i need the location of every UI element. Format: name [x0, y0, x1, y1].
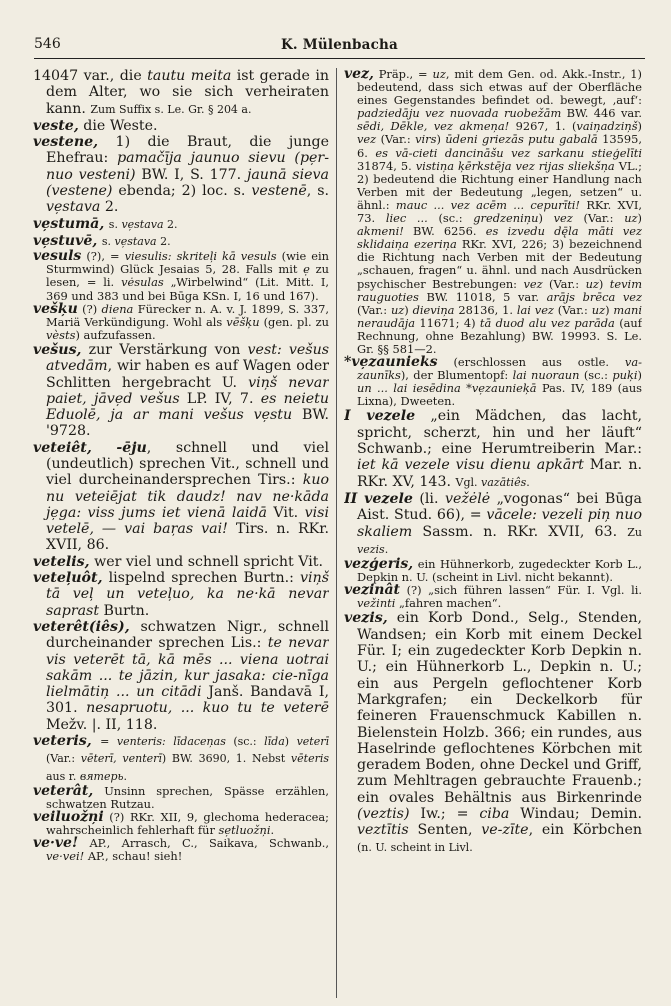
dictionary-entry: veterât, Unsinn sprechen, Spässe erzählen, schwatzen Rutzau. — [33, 782, 329, 812]
dictionary-entry: 14047 var., die tautu meita ist gerade in dem Alter, wo sie sich verheiraten kann. Zum Suffix s. Le. Gr. § 204 a. — [33, 68, 329, 117]
dictionary-entry: ve̦stuvē, s. ve̦stava 2. — [33, 232, 171, 249]
dictionary-entry: vešus, zur Verstärkung von vest: vešus atvedām, wir haben es auf Wagen oder Schlitten hergebracht U. viņš nevar paiet, jāve̦d vešus LP. IV, 7. es neietu Eduolē, ja ar mani vešus ve̦stu BW. '9728. — [33, 341, 329, 440]
dictionary-entry: veteiêt, -ēju, schnell und viel (undeutlich) sprechen Vit., schnell und viel durcheinandersprechen Tirs.: kuo nu veteiējat tik daudz! nav ne·kāda je̦ga: viss jums iet vienā laidā Vit. visi vetelē, — vai baŗas vai! Tirs. n. RKr. XVII, 86. — [33, 439, 329, 554]
dictionary-entry: II vezele (li. vežėlė „vogonas“ bei Būga Aist. Stud. 66), = vācele: vezeli piņ nuo skaliem Sassm. n. RKr. XVII, 63. Zu vezis. — [344, 490, 642, 556]
running-title: K. Mülenbacha — [281, 37, 398, 53]
dictionary-entry: veiluožņi (?) RKr. XII, 9, glechoma hederacea; wahrscheinlich fehlerhaft für se̦tluožņi. — [33, 809, 329, 838]
dictionary-entry: vesuls (?), = viesulis: skriteļi kā vesuls (wie ein Sturmwind) Glück Jesaias 5, 28. Falls mit ẹ zu lesen, = li. vėsulas „Wirbelwind“ (Lit. Mitt. I, 369 und 383 und bei Būga KSn. I, 16 und 167). — [33, 248, 329, 303]
dictionary-entry: vezģeris, ein Hühnerkorb, zugedeckter Korb L., Depkin n. U. (scheint in Livl. nicht bekannt). — [344, 556, 642, 585]
dictionary-entry: I vezele „ein Mädchen, das lacht, spricht, scherzt, hin und her läuft“ Schwanb.; eine Herumtreiberin Mar.: iet kā vezele visu dienu apkārt Mar. n. RKr. XV, 143. Vgl. vazātiês. — [344, 408, 642, 490]
right-column — [344, 68, 642, 1000]
dictionary-entry: vezinât (?) „sich führen lassen“ Für. I. Vgl. li. vežinti „fahren machen“. — [344, 582, 642, 611]
dictionary-entry: vetelis, wer viel und schnell spricht Vit. — [33, 553, 323, 570]
column-divider — [336, 68, 337, 998]
dictionary-entry: vestene, 1) die Braut, die junge Ehefrau: pamačīja jaunuo sievu (pe̦r-nuo vesteni) BW. I, S. 177. jaunā sieva (vestene) ebenda; 2) loc. s. vestenē, s. ve̦stava 2. — [33, 134, 329, 216]
dictionary-entry: vezis, ein Korb Dond., Selg., Stenden, Wandsen; ein Korb mit einem Deckel Für. I; ein zugedeckter Korb Depkin n. U.; ein Hühnerkorb L., Depkin n. U.; ein aus Pergeln geflochtener Korb Markgrafen; ein Deckelkorb für feineren Frauenschmuck Kabillen n. Bielenstein Holzb. 366; ein rundes, aus Haselrinde geflochtenes Körbchen mit geradem Boden, ohne Deckel und Griff, zum Mehltragen gebrauchte Frauenb.; ein ovales Behältnis aus Birkenrinde (veztis) Iw.; = ciba Windau; Demin. veztītis Senten, ve-zīte, ein Körbchen (n. U. scheint in Livl. — [344, 610, 642, 854]
dictionary-entry: veteļuôt, lispelnd sprechen Burtn.: viņš tā veļ un veteļuo, ka ne·kā nevar saprast Burtn. — [33, 570, 329, 619]
page-number: 546 — [34, 36, 61, 52]
dictionary-entry: ve̦stumā, s. ve̦stava 2. — [33, 215, 178, 232]
dictionary-entry: veste, die Weste. — [33, 117, 158, 134]
dictionary-entry: vešķu (?) diena Fürecker n. A. v. J. 1899, S. 337, Mariä Verkündigung. Wohl als vēšķu (gen. pl. zu vèsts) aufzufassen. — [33, 300, 329, 342]
dictionary-entry: ve·ve! AP., Arrasch, C., Saikava, Schwanb., ve·vei! AP., schau! sieh! — [33, 835, 329, 864]
dictionary-entry: vez, Präp., = uz, mit dem Gen. od. Akk.-Instr., 1) bedeutend, dass sich etwas auf der Oberfläche eines Gegenstandes befindet od. bewegt, ‚auf‘: padziedāju vez nuovada ruobežām BW. 446 var. sēdi, Dēkle, vez akmeņa! 9267, 1. (vaiņadziņš) vez (Var.: virs) ūdeni griezās putu gabalā 13595, 6. es vā-cieti dancināšu vez sarkanu stieģelīti 31874, 5. vistiņa ķērkstēja vez rijas sliekšņa VL.; 2) bedeutend die Richtung einer Handlung nach Verben mit der Bedeutung „legen, setzen“ u. ähnl.: mauc ... vez acēm ... cepurīti! RKr. XVI, 73. liec ... (sc.: gredzeniņu) vez (Var.: uz) akmeni! BW. 6256. es izvedu dę̄la māti vez sklidaiņa ezeriņa RKr. XVI, 226; 3) bezeichnend die Richtung nach Verben mit der Bedeutung „schauen, fragen“ u. ähnl. und nach Ausdrücken psychischer Bestrebungen: vez (Var.: uz) tevim rauguoties BW. 11018, 5 var. arājs brēca vez (Var.: uz) dieviņa 28136, 1. lai vez (Var.: uz) mani neraudāja 11671; 4) tā duod alu vez parāda (auf Rechnung, ohne Bezahlung) BW. 19993. S. Le. Gr. §§ 581—2. — [344, 68, 642, 356]
dictionary-entry: *ve̦zaunieks (erschlossen aus ostle. va-zaunīks), der Blumentopf: lai nuoraun (sc.: puķi) un ... lai iesēdina *ve̦zaunieķā Pas. IV, 189 (aus Lixna), Dweeten. — [344, 354, 642, 409]
left-column — [33, 68, 329, 1000]
dictionary-entry: veteris, = venteris: līdaceņas (sc.: līda) veterī (Var.: vēterī, venterī) BW. 3690, 1. Nebst vēteris aus r. вятерь. — [33, 733, 329, 783]
page-header — [34, 34, 645, 59]
dictionary-entry: veterêt(iês), schwatzen Nigr., schnell durcheinander sprechen Lis.: te nevar vis veterēt tā, kā mēs ... viena uotrai sakām ... te jāzin, kur jasaka: cie-nīga lielmātiņ ... un citādi Janš. Bandavā I, 301. nesapruotu, ... kuo tu te veterē Mežv. |. II, 118. — [33, 618, 329, 733]
